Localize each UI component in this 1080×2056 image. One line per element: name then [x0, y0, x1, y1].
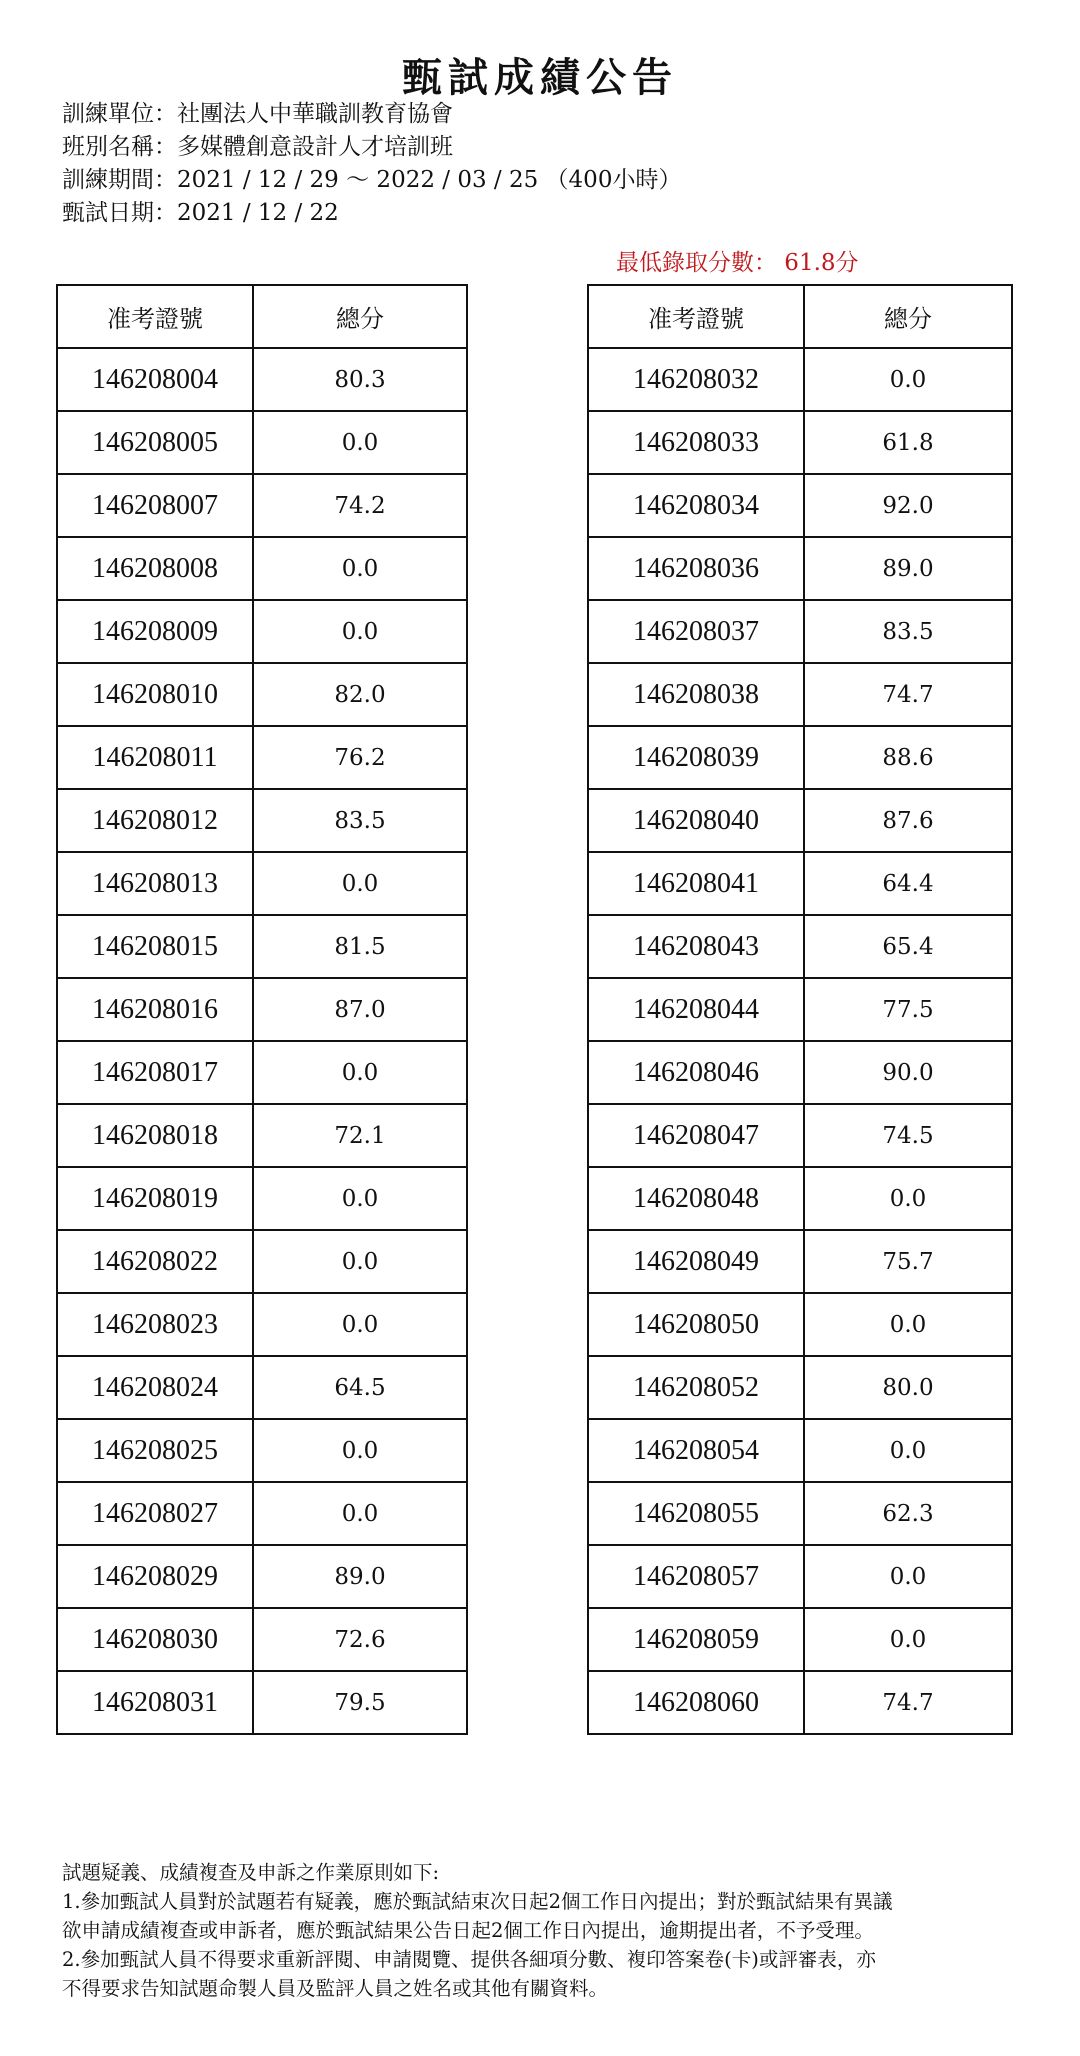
total-score-cell: 0.0: [804, 1293, 1012, 1356]
table-row: [57, 1104, 467, 1167]
table-row: [57, 1608, 467, 1671]
total-score-cell: 76.2: [253, 726, 467, 789]
table-row: [588, 726, 1012, 789]
exam-number-cell: 146208019: [57, 1167, 253, 1230]
total-score-cell: 0.0: [253, 1419, 467, 1482]
table-row: [57, 726, 467, 789]
exam-number-cell: 146208054: [588, 1419, 804, 1482]
header-total-score: 總分: [804, 285, 1012, 348]
table-row: [588, 1545, 1012, 1608]
total-score-cell: 83.5: [253, 789, 467, 852]
exam-number-cell: 146208049: [588, 1230, 804, 1293]
table-row: [588, 789, 1012, 852]
total-score-cell: 65.4: [804, 915, 1012, 978]
exam-number-cell: 146208052: [588, 1356, 804, 1419]
score-table-right: [587, 284, 1013, 1735]
exam-number-cell: 146208059: [588, 1608, 804, 1671]
table-row: [57, 1482, 467, 1545]
exam-number-cell: 146208023: [57, 1293, 253, 1356]
exam-number-cell: 146208034: [588, 474, 804, 537]
exam-number-cell: 146208017: [57, 1041, 253, 1104]
total-score-cell: 80.0: [804, 1356, 1012, 1419]
total-score-cell: 88.6: [804, 726, 1012, 789]
table-row: [588, 600, 1012, 663]
table-row: [588, 348, 1012, 411]
exam-number-cell: 146208039: [588, 726, 804, 789]
total-score-cell: 0.0: [253, 600, 467, 663]
table-row: [588, 411, 1012, 474]
class-name: 班別名稱：多媒體創意設計人才培訓班: [62, 134, 453, 160]
table-row: [57, 600, 467, 663]
total-score-cell: 90.0: [804, 1041, 1012, 1104]
score-table-left: [56, 284, 468, 1735]
exam-number-cell: 146208018: [57, 1104, 253, 1167]
exam-number-cell: 146208055: [588, 1482, 804, 1545]
exam-number-cell: 146208041: [588, 852, 804, 915]
exam-number-cell: 146208024: [57, 1356, 253, 1419]
exam-number-cell: 146208007: [57, 474, 253, 537]
total-score-cell: 0.0: [253, 1230, 467, 1293]
total-score-cell: 0.0: [253, 537, 467, 600]
table-row: [588, 1041, 1012, 1104]
exam-number-cell: 146208022: [57, 1230, 253, 1293]
total-score-cell: 89.0: [253, 1545, 467, 1608]
minimum-admission-score: 最低錄取分數： 61.8分: [616, 250, 859, 276]
exam-number-cell: 146208027: [57, 1482, 253, 1545]
header-total-score: 總分: [253, 285, 467, 348]
table-row: [588, 537, 1012, 600]
exam-number-cell: 146208009: [57, 600, 253, 663]
table-row: [57, 978, 467, 1041]
exam-number-cell: 146208004: [57, 348, 253, 411]
total-score-cell: 89.0: [804, 537, 1012, 600]
table-header-row: [57, 285, 467, 348]
table-row: [588, 1104, 1012, 1167]
exam-date: 甄試日期：2021 / 12 / 22: [62, 200, 339, 226]
appeal-notes: [62, 1858, 1022, 2003]
total-score-cell: 62.3: [804, 1482, 1012, 1545]
table-row: [57, 411, 467, 474]
notes-heading: 試題疑義、成績複查及申訴之作業原則如下:: [62, 1861, 440, 1884]
exam-number-cell: 146208036: [588, 537, 804, 600]
total-score-cell: 77.5: [804, 978, 1012, 1041]
table-row: [588, 1608, 1012, 1671]
table-row: [57, 852, 467, 915]
table-row: [588, 1671, 1012, 1734]
total-score-cell: 0.0: [253, 1041, 467, 1104]
total-score-cell: 64.5: [253, 1356, 467, 1419]
table-row: [57, 1230, 467, 1293]
exam-number-cell: 146208011: [57, 726, 253, 789]
total-score-cell: 75.7: [804, 1230, 1012, 1293]
table-row: [57, 1545, 467, 1608]
exam-number-cell: 146208050: [588, 1293, 804, 1356]
table-row: [57, 537, 467, 600]
exam-number-cell: 146208015: [57, 915, 253, 978]
total-score-cell: 74.5: [804, 1104, 1012, 1167]
exam-number-cell: 146208032: [588, 348, 804, 411]
total-score-cell: 61.8: [804, 411, 1012, 474]
exam-number-cell: 146208043: [588, 915, 804, 978]
table-row: [588, 915, 1012, 978]
total-score-cell: 0.0: [253, 1167, 467, 1230]
page-title: 甄試成績公告: [402, 54, 678, 101]
exam-number-cell: 146208029: [57, 1545, 253, 1608]
table-row: [588, 1293, 1012, 1356]
table-row: [588, 852, 1012, 915]
total-score-cell: 83.5: [804, 600, 1012, 663]
table-row: [588, 1167, 1012, 1230]
table-row: [57, 1671, 467, 1734]
training-info: [62, 98, 681, 230]
total-score-cell: 64.4: [804, 852, 1012, 915]
exam-number-cell: 146208016: [57, 978, 253, 1041]
total-score-cell: 0.0: [804, 348, 1012, 411]
exam-number-cell: 146208008: [57, 537, 253, 600]
table-row: [57, 1356, 467, 1419]
exam-number-cell: 146208031: [57, 1671, 253, 1734]
total-score-cell: 80.3: [253, 348, 467, 411]
table-row: [588, 1419, 1012, 1482]
table-row: [57, 1293, 467, 1356]
total-score-cell: 79.5: [253, 1671, 467, 1734]
total-score-cell: 0.0: [253, 1293, 467, 1356]
exam-number-cell: 146208047: [588, 1104, 804, 1167]
total-score-cell: 72.1: [253, 1104, 467, 1167]
table-row: [588, 474, 1012, 537]
total-score-cell: 74.7: [804, 663, 1012, 726]
training-unit: 訓練單位：社團法人中華職訓教育協會: [62, 101, 453, 127]
total-score-cell: 0.0: [253, 1482, 467, 1545]
total-score-cell: 72.6: [253, 1608, 467, 1671]
table-row: [588, 1356, 1012, 1419]
exam-number-cell: 146208010: [57, 663, 253, 726]
notes-line: 欲申請成績複查或申訴者，應於甄試結果公告日起2個工作日內提出，逾期提出者，不予受理。: [62, 1919, 874, 1942]
header-exam-number: 准考證號: [588, 285, 804, 348]
table-row: [588, 663, 1012, 726]
table-row: [57, 1041, 467, 1104]
total-score-cell: 82.0: [253, 663, 467, 726]
total-score-cell: 92.0: [804, 474, 1012, 537]
exam-number-cell: 146208057: [588, 1545, 804, 1608]
header-exam-number: 准考證號: [57, 285, 253, 348]
table-row: [57, 663, 467, 726]
training-period: 訓練期間：2021 / 12 / 29 ～ 2022 / 03 / 25 （400小時）: [62, 167, 682, 193]
exam-number-cell: 146208040: [588, 789, 804, 852]
table-row: [57, 474, 467, 537]
table-row: [588, 1482, 1012, 1545]
table-row: [57, 915, 467, 978]
exam-number-cell: 146208025: [57, 1419, 253, 1482]
notes-line: 不得要求告知試題命製人員及監評人員之姓名或其他有關資料。: [62, 1977, 609, 2000]
exam-number-cell: 146208013: [57, 852, 253, 915]
total-score-cell: 87.0: [253, 978, 467, 1041]
total-score-cell: 74.7: [804, 1671, 1012, 1734]
total-score-cell: 0.0: [804, 1419, 1012, 1482]
total-score-cell: 0.0: [804, 1608, 1012, 1671]
exam-number-cell: 146208044: [588, 978, 804, 1041]
total-score-cell: 0.0: [253, 852, 467, 915]
total-score-cell: 81.5: [253, 915, 467, 978]
total-score-cell: 74.2: [253, 474, 467, 537]
notes-line: 2.參加甄試人員不得要求重新評閱、申請閱覽、提供各細項分數、複印答案卷(卡)或評審表，亦: [62, 1948, 876, 1971]
table-header-row: [588, 285, 1012, 348]
table-row: [57, 1167, 467, 1230]
exam-number-cell: 146208060: [588, 1671, 804, 1734]
exam-number-cell: 146208038: [588, 663, 804, 726]
table-row: [57, 348, 467, 411]
total-score-cell: 0.0: [253, 411, 467, 474]
table-row: [588, 1230, 1012, 1293]
exam-number-cell: 146208030: [57, 1608, 253, 1671]
total-score-cell: 0.0: [804, 1167, 1012, 1230]
exam-number-cell: 146208012: [57, 789, 253, 852]
table-row: [588, 978, 1012, 1041]
table-row: [57, 789, 467, 852]
total-score-cell: 87.6: [804, 789, 1012, 852]
table-row: [57, 1419, 467, 1482]
notes-line: 1.參加甄試人員對於試題若有疑義，應於甄試結束次日起2個工作日內提出；對於甄試結果有異議: [62, 1890, 893, 1913]
exam-number-cell: 146208037: [588, 600, 804, 663]
exam-number-cell: 146208046: [588, 1041, 804, 1104]
exam-number-cell: 146208033: [588, 411, 804, 474]
exam-number-cell: 146208005: [57, 411, 253, 474]
total-score-cell: 0.0: [804, 1545, 1012, 1608]
exam-number-cell: 146208048: [588, 1167, 804, 1230]
